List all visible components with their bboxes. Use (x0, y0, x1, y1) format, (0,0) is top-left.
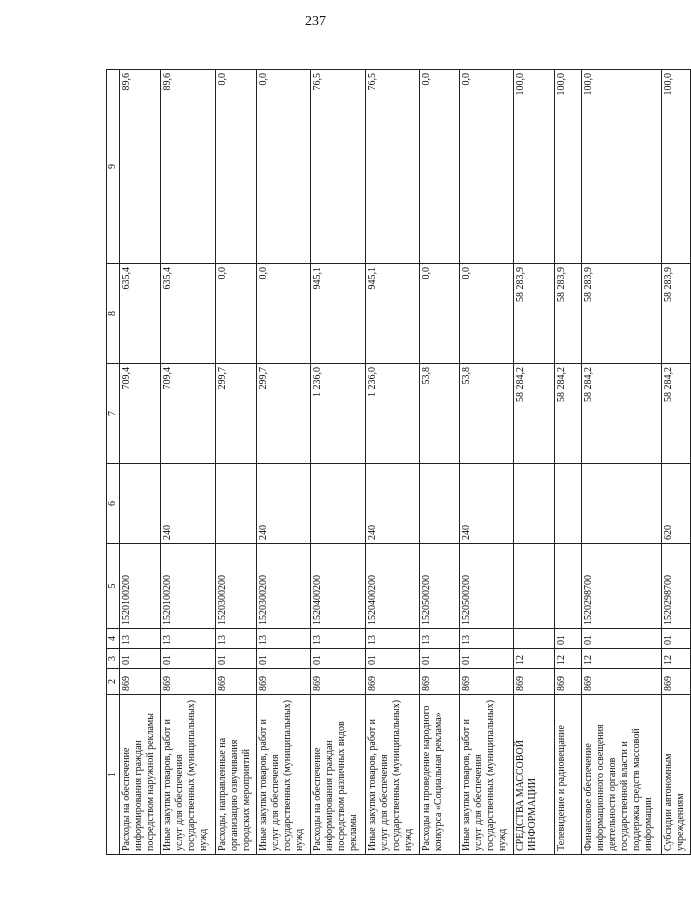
row-name: Расходы на обеспечение информирования граждан посредством различных видов рекламы (311, 695, 365, 855)
row-name: Иные закупки товаров, работ и услуг для обеспечения государственных (муниципальных) нужд (365, 695, 419, 855)
row-section: 12 (662, 649, 691, 669)
col-header-4: 4 (107, 629, 120, 649)
row-expense-type (514, 464, 554, 544)
row-expense-type (554, 464, 582, 544)
col-header-6: 6 (107, 464, 120, 544)
row-actual: 0,0 (460, 264, 514, 364)
row-section: 12 (554, 649, 582, 669)
row-name: Телевидение и радиовещание (554, 695, 582, 855)
row-planned: 53,8 (419, 364, 459, 464)
row-planned: 53,8 (460, 364, 514, 464)
row-name: Расходы на обеспечение информирования граждан посредством наружной рекламы (120, 695, 161, 855)
row-subsection: 01 (662, 629, 691, 649)
row-grbs: 869 (514, 669, 554, 695)
row-subsection: 13 (120, 629, 161, 649)
row-target-article (554, 544, 582, 629)
row-target-article: 1520500200 (460, 544, 514, 629)
table-row (514, 70, 554, 855)
row-section: 01 (120, 649, 161, 669)
row-name: Расходы на проведение народного конкурса «Социальная реклама» (419, 695, 459, 855)
row-grbs: 869 (311, 669, 365, 695)
row-actual: 0,0 (257, 264, 311, 364)
row-subsection: 13 (365, 629, 419, 649)
row-percent: 100,0 (514, 70, 554, 264)
row-expense-type: 240 (257, 464, 311, 544)
budget-table (106, 69, 691, 855)
row-percent: 89,6 (161, 70, 215, 264)
row-expense-type: 240 (460, 464, 514, 544)
row-name: Иные закупки товаров, работ и услуг для обеспечения государственных (муниципальных) нужд (161, 695, 215, 855)
row-target-article: 1520400200 (365, 544, 419, 629)
row-target-article: 1520298700 (662, 544, 691, 629)
row-percent: 0,0 (215, 70, 256, 264)
row-name: Иные закупки товаров, работ и услуг для обеспечения государственных (муниципальных) нужд (257, 695, 311, 855)
row-name: Субсидии автономным учреждениям (662, 695, 691, 855)
row-section: 01 (311, 649, 365, 669)
row-expense-type (582, 464, 662, 544)
row-target-article: 1520400200 (311, 544, 365, 629)
row-subsection: 01 (582, 629, 662, 649)
table-row (215, 70, 256, 855)
row-planned: 1 236,0 (365, 364, 419, 464)
row-grbs: 869 (419, 669, 459, 695)
row-expense-type (311, 464, 365, 544)
row-expense-type: 620 (662, 464, 691, 544)
row-grbs: 869 (161, 669, 215, 695)
row-expense-type: 240 (161, 464, 215, 544)
row-grbs: 869 (662, 669, 691, 695)
row-grbs: 869 (582, 669, 662, 695)
row-percent: 0,0 (460, 70, 514, 264)
row-percent: 100,0 (662, 70, 691, 264)
col-header-7: 7 (107, 364, 120, 464)
row-percent: 0,0 (419, 70, 459, 264)
table-row (662, 70, 691, 855)
row-target-article: 1520300200 (215, 544, 256, 629)
row-section: 01 (365, 649, 419, 669)
row-target-article: 1520298700 (582, 544, 662, 629)
row-actual: 0,0 (215, 264, 256, 364)
table-row (582, 70, 662, 855)
row-name: Финансовое обеспечение информационного освещения деятельности органов государственной власти и поддержка средств массовой информации (582, 695, 662, 855)
row-planned: 299,7 (257, 364, 311, 464)
row-grbs: 869 (365, 669, 419, 695)
row-section: 12 (514, 649, 554, 669)
row-planned: 709,4 (161, 364, 215, 464)
row-percent: 0,0 (257, 70, 311, 264)
table-row (554, 70, 582, 855)
col-header-5: 5 (107, 544, 120, 629)
row-actual: 635,4 (161, 264, 215, 364)
row-actual: 58 283,9 (582, 264, 662, 364)
row-planned: 1 236,0 (311, 364, 365, 464)
row-actual: 58 283,9 (554, 264, 582, 364)
row-actual: 945,1 (365, 264, 419, 364)
row-planned: 58 284,2 (554, 364, 582, 464)
row-grbs: 869 (257, 669, 311, 695)
row-grbs: 869 (554, 669, 582, 695)
table-row (311, 70, 365, 855)
rotated-table-container (106, 70, 691, 855)
table-row (120, 70, 161, 855)
row-name: СРЕДСТВА МАССОВОЙ ИНФОРМАЦИИ (514, 695, 554, 855)
row-expense-type (120, 464, 161, 544)
row-section: 01 (257, 649, 311, 669)
row-percent: 100,0 (582, 70, 662, 264)
row-grbs: 869 (215, 669, 256, 695)
row-percent: 89,6 (120, 70, 161, 264)
row-actual: 58 283,9 (514, 264, 554, 364)
table-row (460, 70, 514, 855)
row-target-article: 1520300200 (257, 544, 311, 629)
row-subsection: 13 (161, 629, 215, 649)
row-actual: 945,1 (311, 264, 365, 364)
row-planned: 58 284,2 (514, 364, 554, 464)
table-row (161, 70, 215, 855)
col-header-2: 2 (107, 669, 120, 695)
row-subsection: 13 (460, 629, 514, 649)
row-grbs: 869 (460, 669, 514, 695)
col-header-3: 3 (107, 649, 120, 669)
col-header-1: 1 (107, 695, 120, 855)
table-row (257, 70, 311, 855)
row-percent: 100,0 (554, 70, 582, 264)
table-row (365, 70, 419, 855)
row-section: 01 (419, 649, 459, 669)
row-percent: 76,5 (365, 70, 419, 264)
row-section: 12 (582, 649, 662, 669)
row-planned: 709,4 (120, 364, 161, 464)
row-target-article: 1520500200 (419, 544, 459, 629)
row-planned: 299,7 (215, 364, 256, 464)
row-expense-type: 240 (365, 464, 419, 544)
row-name: Иные закупки товаров, работ и услуг для обеспечения государственных (муниципальных) нужд (460, 695, 514, 855)
row-actual: 635,4 (120, 264, 161, 364)
row-target-article: 1520100200 (120, 544, 161, 629)
row-name: Расходы, направленные на организацию озвучивания городских мероприятий (215, 695, 256, 855)
col-header-9: 9 (107, 70, 120, 264)
row-subsection: 01 (554, 629, 582, 649)
row-actual: 58 283,9 (662, 264, 691, 364)
row-section: 01 (161, 649, 215, 669)
row-percent: 76,5 (311, 70, 365, 264)
row-subsection (514, 629, 554, 649)
row-expense-type (215, 464, 256, 544)
row-expense-type (419, 464, 459, 544)
row-planned: 58 284,2 (662, 364, 691, 464)
row-subsection: 13 (257, 629, 311, 649)
row-target-article (514, 544, 554, 629)
col-header-8: 8 (107, 264, 120, 364)
page-number: 237 (305, 14, 326, 29)
row-target-article: 1520100200 (161, 544, 215, 629)
header-row (107, 70, 120, 855)
row-actual: 0,0 (419, 264, 459, 364)
row-section: 01 (215, 649, 256, 669)
row-grbs: 869 (120, 669, 161, 695)
row-subsection: 13 (311, 629, 365, 649)
table-row (419, 70, 459, 855)
row-section: 01 (460, 649, 514, 669)
row-subsection: 13 (215, 629, 256, 649)
row-planned: 58 284,2 (582, 364, 662, 464)
row-subsection: 13 (419, 629, 459, 649)
